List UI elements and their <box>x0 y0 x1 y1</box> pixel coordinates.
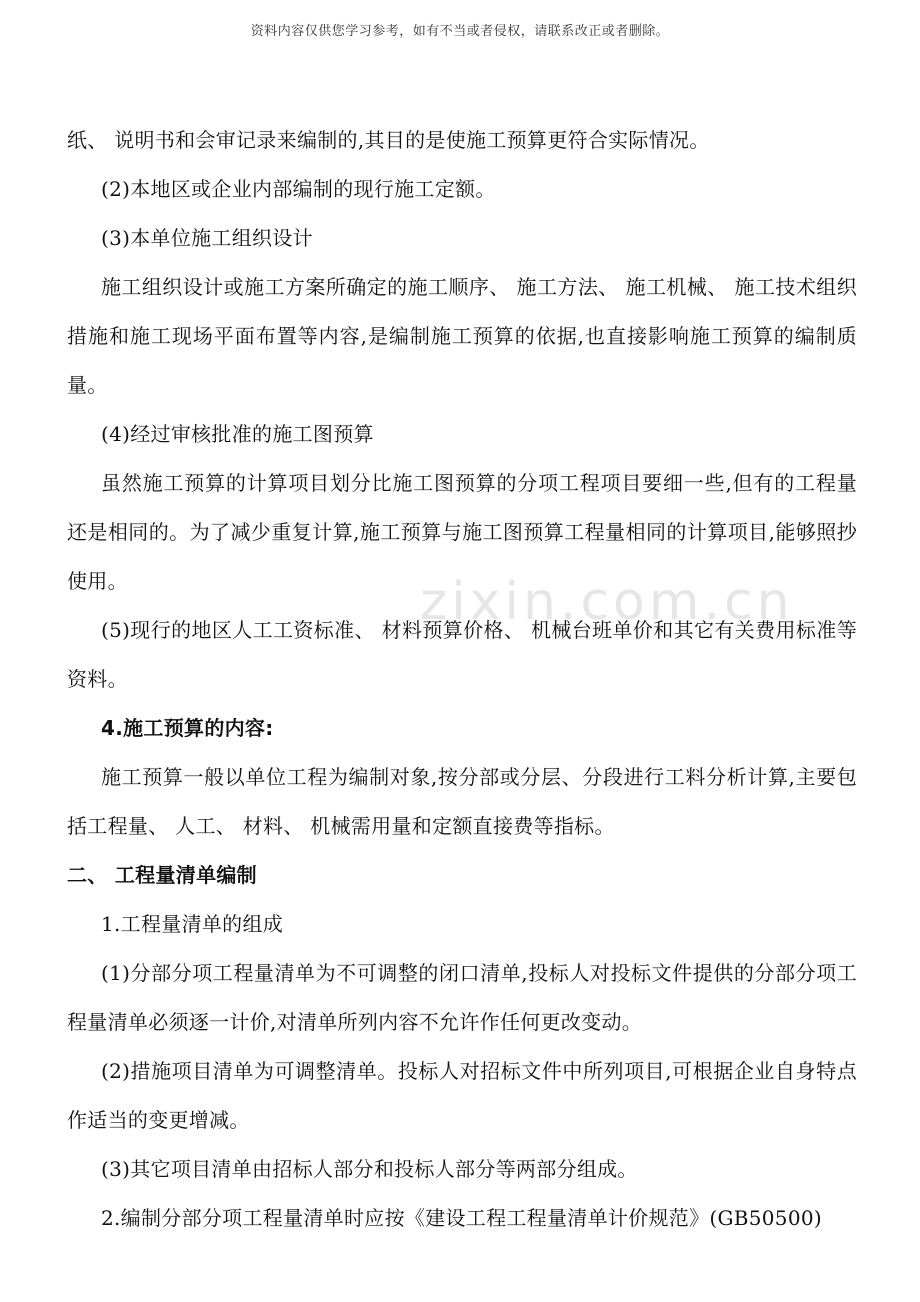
paragraph-bill-item-1: (1)分部分项工程量清单为不可调整的闭口清单,投标人对投标文件提供的分部分项工程量清单必须逐一计价,对清单所列内容不允许作任何更改变动。 <box>67 961 857 1034</box>
paragraph-construction-design: 施工组织设计或施工方案所确定的施工顺序、 施工方法、 施工机械、 施工技术组织措施和施工现场平面布置等内容,是编制施工预算的依据,也直接影响施工预算的编制质量。 <box>67 275 857 397</box>
paragraph-item-3-heading: (3)本单位施工组织设计 <box>101 226 313 250</box>
paragraph-item-4-heading: (4)经过审核批准的施工图预算 <box>101 422 374 446</box>
paragraph-budget-content: 施工预算一般以单位工程为编制对象,按分部或分层、分段进行工料分析计算,主要包括工程量、 人工、 材料、 机械需用量和定额直接费等指标。 <box>67 765 857 838</box>
paragraph-bill-standard: 2.编制分部分项工程量清单时应按《建设工程工程量清单计价规范》(GB50500) <box>101 1206 822 1230</box>
paragraph-item-5-wages: (5)现行的地区人工工资标准、 材料预算价格、 机械台班单价和其它有关费用标准等资料。 <box>67 618 857 691</box>
section-heading-budget-content: 4.施工预算的内容: <box>101 716 274 740</box>
paragraph-bill-item-2: (2)措施项目清单为可调整清单。投标人对招标文件中所列项目,可根据企业自身特点作适当的变更增减。 <box>67 1059 857 1132</box>
paragraph-budget-items: 虽然施工预算的计算项目划分比施工图预算的分项工程项目要细一些,但有的工程量还是相同的。为了减少重复计算,施工预算与施工图预算工程量相同的计算项目,能够照抄使用。 <box>67 471 857 593</box>
paragraph-item-2-quota: (2)本地区或企业内部编制的现行施工定额。 <box>101 177 496 201</box>
paragraph-bill-item-3: (3)其它项目清单由招标人部分和投标人部分等两部分组成。 <box>101 1157 638 1181</box>
paragraph-bill-composition-heading: 1.工程量清单的组成 <box>101 912 284 936</box>
header-disclaimer: 资料内容仅供您学习参考，如有不当或者侵权，请联系改正或者删除。 <box>250 24 670 39</box>
chapter-heading-bill-of-quantities: 二、 工程量清单编制 <box>67 863 257 887</box>
paragraph-basis-drawings: 纸、 说明书和会审记录来编制的,其目的是使施工预算更符合实际情况。 <box>67 128 710 152</box>
document-body <box>67 116 857 1243</box>
watermark-text: zixin.com.cn <box>420 572 794 632</box>
